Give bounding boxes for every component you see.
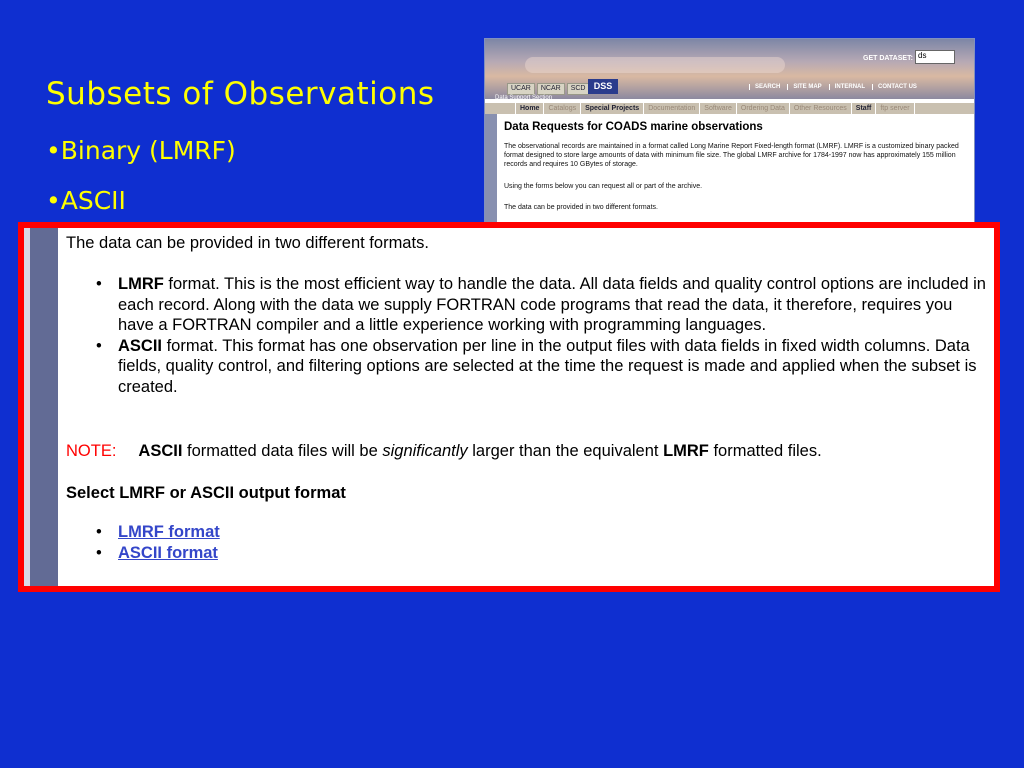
slide-title: Subsets of Observations [46,76,435,112]
nav-staff[interactable]: Staff [852,103,877,114]
format-item-lmrf-text: format. This is the most efficient way to handle the data. All data fields and quality control options are included in each record. Along with the data we supply FORTRAN code programs that read the data, it therefore, requires you have a FORTRAN compiler and a little experience working with programming languages. [118,275,986,334]
link-contact-us[interactable]: CONTACT US [872,84,922,90]
get-dataset-input[interactable]: ds [915,50,955,64]
website-screenshot [484,38,975,232]
site-nav [485,103,974,114]
lmrf-format-link[interactable]: LMRF format [118,523,220,541]
nav-ordering-data[interactable]: Ordering Data [737,103,790,114]
link-search[interactable]: SEARCH [749,84,785,90]
logo-tabs [507,83,589,95]
site-paragraph-1: The observational records are maintained in a format called Long Marine Report Fixed-length format (LMRF). LMRF is a customized binary packed format designed to store large amounts of data with minimum file size. The global LMRF archive for 1784-1997 now has approximately 155 million records and requires 10 GBytes of storage. [504,143,959,168]
tab-scd[interactable]: SCD [567,83,590,95]
bullet-ascii: •ASCII [46,186,126,215]
link-site-map[interactable]: SITE MAP [787,84,826,90]
format-link-item-ascii [96,543,220,564]
nav-other-resources[interactable]: Other Resources [790,103,852,114]
note-emphasis: significantly [382,442,468,460]
note-label: NOTE: [66,442,117,460]
format-item-lmrf-name: LMRF [118,275,164,293]
tab-dss[interactable]: DSS [588,79,618,94]
format-list [96,274,986,397]
banner-cloud [525,57,785,73]
link-internal[interactable]: INTERNAL [829,84,870,90]
nav-spacer [485,103,516,114]
zoomed-excerpt [18,222,1000,592]
note-text-2: larger than the equivalent [467,442,664,460]
format-item-ascii [96,336,986,398]
tab-ncar[interactable]: NCAR [537,83,565,95]
get-dataset-label: GET DATASET: [863,55,913,62]
section-label: Data Support Section [495,95,553,101]
note-line [66,442,822,461]
format-item-lmrf [96,274,986,336]
format-item-ascii-text: format. This format has one observation per line in the output files with data fields in fixed width columns. Data fields, quality control, and filtering options are selected at the time the request is made and applied when the subset is created. [118,336,977,396]
nav-documentation[interactable]: Documentation [644,103,700,114]
tab-ucar[interactable]: UCAR [507,83,535,95]
ascii-format-link[interactable]: ASCII format [118,544,218,562]
note-ascii: ASCII [138,442,183,460]
note-text-1: formatted data files will be [182,442,383,460]
nav-software[interactable]: Software [700,103,737,114]
note-text-3: formatted files. [708,442,822,460]
format-links [96,522,220,564]
nav-ftp-server[interactable]: ftp server [876,103,914,114]
site-page-heading: Data Requests for COADS marine observations [504,121,763,133]
site-paragraph-2: Using the forms below you can request all or part of the archive. [504,183,703,190]
nav-home[interactable]: Home [516,103,544,114]
excerpt-intro: The data can be provided in two different formats. [66,234,429,252]
site-banner [485,39,974,99]
excerpt-left-bar [30,228,58,586]
format-item-ascii-name: ASCII [118,336,163,355]
site-paragraph-3: The data can be provided in two different formats. [504,204,658,211]
top-links [749,84,922,90]
nav-catalogs[interactable]: Catalogs [544,103,581,114]
bullet-binary: •Binary (LMRF) [46,136,236,165]
format-link-item-lmrf [96,522,220,543]
select-format-heading: Select LMRF or ASCII output format [66,484,346,502]
site-left-bar [485,114,497,232]
nav-special-projects[interactable]: Special Projects [581,103,644,114]
note-lmrf: LMRF [663,442,709,460]
